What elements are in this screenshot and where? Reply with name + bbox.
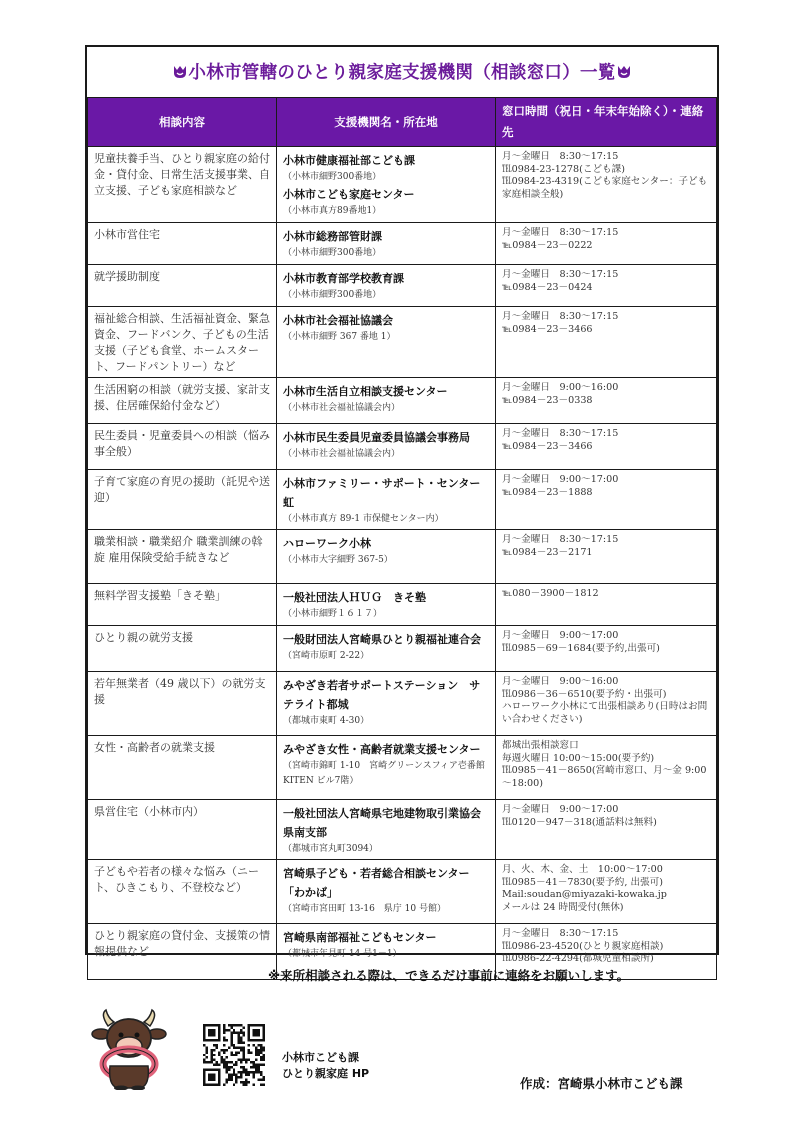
hours-contact-cell xyxy=(496,470,717,530)
header-topic: 相談内容 xyxy=(88,98,277,147)
hours-contact-line: メールは 24 時間受付(無休) xyxy=(502,901,624,913)
qr-code-icon[interactable] xyxy=(203,1024,265,1086)
qr-code-label xyxy=(282,1050,369,1082)
page-title xyxy=(87,59,717,84)
agency-address: （小林市細野１６１７） xyxy=(283,609,383,619)
hours-contact-line: 月、火、木、金、土 10:00～17:00 xyxy=(502,864,663,875)
hours-contact-line: 月～金曜日 9:00～16:00 xyxy=(502,676,619,687)
header-hours: 窓口時間（祝日・年末年始除く）・連絡先 xyxy=(496,98,717,147)
hours-contact-line: 都城出張相談窓口 xyxy=(502,740,579,751)
agency-cell xyxy=(277,147,496,223)
agency-name: 小林市健康福祉部こども課 xyxy=(283,154,415,167)
header-agency: 支援機関名・所在地 xyxy=(277,98,496,147)
author-credit: 作成：宮崎県小林市こども課 xyxy=(520,1076,683,1091)
consultation-topic: 小林市営住宅 xyxy=(88,223,277,265)
hours-contact-line: ℡0984－23－3466 xyxy=(502,323,593,335)
hours-contact-line: ℡0984－23－0222 xyxy=(502,239,593,251)
agency-cell xyxy=(277,736,496,800)
agency-name: 一般社団法人ＨＵＧ きそ塾 xyxy=(283,591,426,604)
consultation-topic: ひとり親の就労支援 xyxy=(88,626,277,672)
agency-name: 小林市教育部学校教育課 xyxy=(283,272,404,285)
consultation-topic: 就学援助制度 xyxy=(88,265,277,307)
hours-contact-cell xyxy=(496,626,717,672)
agency-cell xyxy=(277,307,496,378)
hours-contact-line: ℡080－3900－1812 xyxy=(502,588,599,599)
table-row xyxy=(88,223,717,265)
agency-address: （都城市宮丸町3094） xyxy=(283,844,378,854)
hours-contact-line: ℡0985－41－8650(宮崎市窓口、月～金 9:00～18:00) xyxy=(502,765,707,789)
hours-contact-cell xyxy=(496,424,717,470)
consultation-topic: 子育て家庭の育児の援助（託児や送迎） xyxy=(88,470,277,530)
hours-contact-line: 月～金曜日 8:30～17:15 xyxy=(502,227,619,238)
table-row xyxy=(88,800,717,860)
hours-contact-line: ℡0984－23－3466 xyxy=(502,440,593,452)
hours-contact-line: ℡0120－947－318(通話料は無料) xyxy=(502,816,657,828)
consultation-topic: 女性・高齢者の就業支援 xyxy=(88,736,277,800)
hours-contact-line: 月～金曜日 9:00～17:00 xyxy=(502,630,619,641)
hours-contact-cell xyxy=(496,800,717,860)
consultation-topic: 職業相談・職業紹介 職業訓練の斡旋 雇用保険受給手続きなど xyxy=(88,530,277,584)
hours-contact-line: 月～金曜日 8:30～17:15 xyxy=(502,269,619,280)
agency-address: （宮崎市錦町 1-10 宮崎グリーンスフィア壱番館 KITEN ビル7階） xyxy=(283,761,494,786)
agency-address: （小林市細野300番地） xyxy=(283,172,382,182)
consultation-topic: 若年無業者（49 歳以下）の就労支援 xyxy=(88,672,277,736)
table-row xyxy=(88,307,717,378)
consultation-topic: 県営住宅（小林市内） xyxy=(88,800,277,860)
hours-contact-line: 毎週火曜日 10:00～15:00(要予約) xyxy=(502,752,655,764)
hours-contact-cell xyxy=(496,265,717,307)
agency-name: 小林市生活自立相談支援センター xyxy=(283,385,448,398)
agency-address: （小林市細野 367 番地 1） xyxy=(283,332,396,342)
hours-contact-cell xyxy=(496,860,717,924)
hours-contact-line: 月～金曜日 8:30～17:15 xyxy=(502,428,619,439)
agency-address: （小林市社会福祉協議会内） xyxy=(283,449,401,459)
hours-contact-cell xyxy=(496,307,717,378)
table-header-row xyxy=(88,98,717,147)
agency-address: （小林市社会福祉協議会内） xyxy=(283,403,401,413)
qr-label-line: ひとり親家庭 HP xyxy=(282,1067,370,1080)
agency-cell xyxy=(277,223,496,265)
hours-contact-line: ℡0984-23-1278(こども課) xyxy=(502,163,625,175)
consultation-topic: 民生委員・児童委員への相談（悩み事全般） xyxy=(88,424,277,470)
agency-name: 小林市社会福祉協議会 xyxy=(283,314,393,327)
agency-name: 一般社団法人宮崎県宅地建物取引業協会県南支部 xyxy=(283,807,481,839)
hours-contact-line: ℡0986-22-4294(都城児童相談所) xyxy=(502,953,654,964)
hours-contact-line: 月～金曜日 9:00～16:00 xyxy=(502,382,619,393)
table-row xyxy=(88,584,717,626)
agency-name: 宮崎県南部福祉こどもセンター xyxy=(283,931,437,944)
table-row xyxy=(88,860,717,924)
hours-contact-line: ハローワーク小林にて出張相談あり(日時はお問い合わせください) xyxy=(502,701,708,725)
table-row xyxy=(88,736,717,800)
hours-contact-line: ℡0984－23－0338 xyxy=(502,394,593,406)
agency-cell xyxy=(277,530,496,584)
consultation-topic: 子どもや若者の様々な悩み（ニート、ひきこもり、不登校など） xyxy=(88,860,277,924)
hours-contact-line: 月～金曜日 8:30～17:15 xyxy=(502,928,619,939)
agency-name: 一般財団法人宮崎県ひとり親福祉連合会 xyxy=(283,633,481,646)
agency-name: みやざき女性・高齢者就業支援センター xyxy=(283,743,481,756)
document-frame xyxy=(85,45,719,964)
agency-name: 小林市ファミリー・サポート・センター虹 xyxy=(283,477,481,509)
agency-name: 小林市民生委員児童委員協議会事務局 xyxy=(283,431,470,444)
agency-cell xyxy=(277,378,496,424)
hours-contact-cell xyxy=(496,672,717,736)
hours-contact-line: ℡0984－23－2171 xyxy=(502,546,593,558)
agency-name: 小林市こども家庭センター xyxy=(283,188,415,201)
hours-contact-line: ℡0985－41－7830(要予約, 出張可) xyxy=(502,876,663,888)
hours-contact-line: ℡0984－23－0424 xyxy=(502,281,593,293)
agency-cell xyxy=(277,800,496,860)
page-title-text: 小林市管轄のひとり親家庭支援機関（相談窓口）一覧 xyxy=(188,63,616,83)
table-row xyxy=(88,424,717,470)
agency-cell xyxy=(277,626,496,672)
consultation-topic: 生活困窮の相談（就労支援、家計支援、住居確保給付金など） xyxy=(88,378,277,424)
hours-contact-line: 月～金曜日 9:00～17:00 xyxy=(502,474,619,485)
hours-contact-cell xyxy=(496,736,717,800)
consultation-topic: 無料学習支援塾「きそ塾」 xyxy=(88,584,277,626)
hours-contact-line: ℡0985－69－1684(要予約,出張可) xyxy=(502,642,660,654)
table-row xyxy=(88,147,717,223)
agency-name: 小林市総務部管財課 xyxy=(283,230,382,243)
agency-cell xyxy=(277,860,496,924)
table-row xyxy=(88,378,717,424)
agency-address: （都城市東町 4-30） xyxy=(283,716,370,726)
hours-contact-line: ℡0986－36－6510(要予約・出張可) xyxy=(502,688,667,700)
hours-contact-cell xyxy=(496,223,717,265)
agency-address: （小林市大字細野 367-5） xyxy=(283,555,393,565)
hours-contact-line: Mail:soudan@miyazaki-kowaka.jp xyxy=(502,889,667,900)
hours-contact-cell xyxy=(496,147,717,223)
agency-cell xyxy=(277,424,496,470)
hours-contact-line: 月～金曜日 8:30～17:15 xyxy=(502,534,619,545)
visit-note: ※来所相談される際は、できるだけ事前に連絡をお願いします。 xyxy=(268,968,630,983)
agency-address: （小林市細野300番地） xyxy=(283,290,382,300)
qr-label-line: 小林市こども課 xyxy=(282,1051,359,1064)
agency-address: （小林市真方 89-1 市保健センター内） xyxy=(283,514,444,524)
consultation-topic: ひとり親家庭の貸付金、支援策の情報提供など xyxy=(88,924,277,980)
hours-contact-line: 月～金曜日 9:00～17:00 xyxy=(502,804,619,815)
hours-contact-cell xyxy=(496,378,717,424)
agency-cell xyxy=(277,470,496,530)
table-row xyxy=(88,530,717,584)
mascot-cow-icon xyxy=(90,1008,168,1090)
consultation-topic: 児童扶養手当、ひとり親家庭の給付金・貸付金、日常生活支援事業、自立支援、子ども家庭相談など xyxy=(88,147,277,223)
hours-contact-cell xyxy=(496,530,717,584)
hours-contact-line: ℡0984-23-4319(こども家庭センター：子ども家庭相談全般) xyxy=(502,176,708,200)
table-row xyxy=(88,265,717,307)
tulip-icon xyxy=(616,64,632,80)
hours-contact-line: ℡0986-23-4520(ひとり親家庭相談) xyxy=(502,940,664,952)
agency-address: （宮崎市原町 2-22） xyxy=(283,651,370,661)
hours-contact-line: ℡0984－23－1888 xyxy=(502,486,593,498)
agency-cell xyxy=(277,265,496,307)
agency-address: （都城市年見町 14 号1－1） xyxy=(283,949,402,959)
hours-contact-line: 月～金曜日 8:30～17:15 xyxy=(502,151,619,162)
table-row xyxy=(88,626,717,672)
hours-contact-cell xyxy=(496,584,717,626)
agency-name: ハローワーク小林 xyxy=(283,537,371,550)
agency-name: みやざき若者サポートステーション サテライト都城 xyxy=(283,679,481,711)
tulip-icon xyxy=(172,64,188,80)
hours-contact-line: 月～金曜日 8:30～17:15 xyxy=(502,311,619,322)
agency-cell xyxy=(277,672,496,736)
support-agency-table xyxy=(87,97,717,980)
agency-address: （小林市真方89番地1） xyxy=(283,206,382,216)
table-row xyxy=(88,672,717,736)
table-row xyxy=(88,470,717,530)
agency-cell xyxy=(277,584,496,626)
consultation-topic: 福祉総合相談、生活福祉資金、緊急資金、フードバンク、子どもの生活支援（子ども食堂、ホームスタート、フードパントリー）など xyxy=(88,307,277,378)
agency-address: （宮崎市宮田町 13-16 県庁 10 号館） xyxy=(283,904,446,914)
agency-address: （小林市細野300番地） xyxy=(283,248,382,258)
agency-name: 宮崎県子ども・若者総合相談センター「わかば」 xyxy=(283,867,470,899)
